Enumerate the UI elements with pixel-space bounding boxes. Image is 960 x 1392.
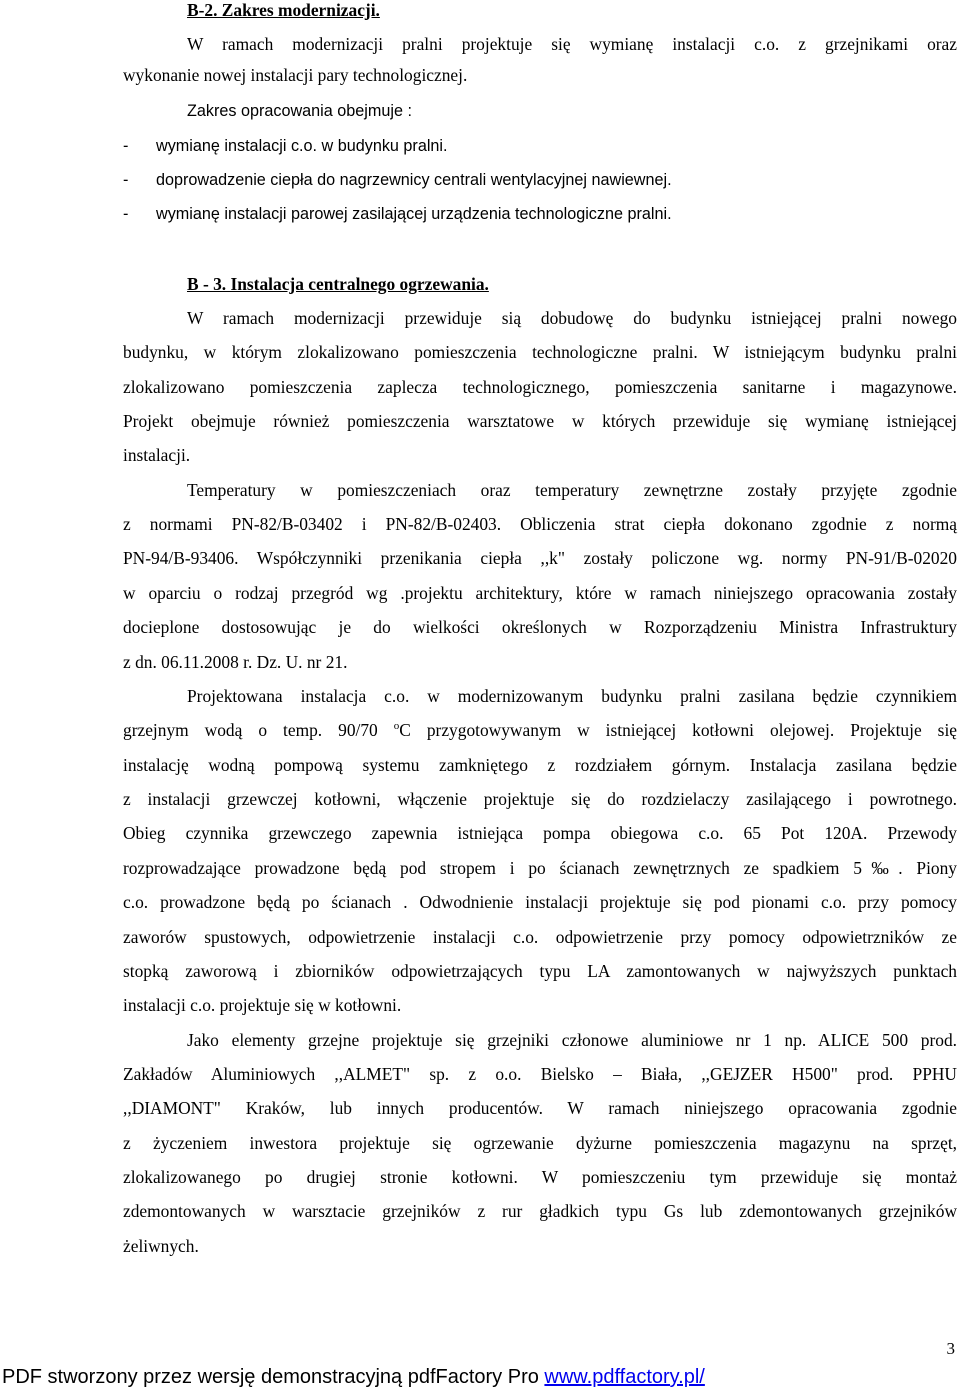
b3-para4-line: zlokalizowanego po drugiej stronie kotłowni. W pomieszczeniu tym przewiduje się montaż	[123, 1167, 957, 1187]
b3-para3-line: Obieg czynnika grzewczego zapewnia istniejąca pompa obiegowa c.o. 65 Pot 120A. Przewody	[123, 823, 957, 843]
b2-scope-intro: Zakres opracowania obejmuje :	[187, 102, 412, 120]
b3-para4-line: Zakładów Aluminiowych ,,ALMET" sp. z o.o. Bielsko – Biała, ,,GEJZER H500" prod. PPHU	[123, 1064, 957, 1084]
b3-para3-line: Projektowana instalacja c.o. w modernizowanym budynku pralni zasilana będzie czynnikiem	[187, 686, 957, 706]
b3-para2-line: z normami PN-82/B-03402 i PN-82/B-02403. Obliczenia strat ciepła dokonano zgodnie z normą	[123, 514, 957, 534]
b3-para3-line: z instalacji grzewczej kotłowni, włączenie projektuje się do rozdzielaczy zasilającego i powrotnego.	[123, 789, 957, 809]
b3-para2-line: PN-94/B-93406. Współczynniki przenikania ciepła ,,k" zostały policzone wg. normy PN-91/B-02020	[123, 548, 957, 568]
b3-para2-line: z dn. 06.11.2008 r. Dz. U. nr 21.	[123, 652, 348, 672]
b3-para3-line: rozprowadzające prowadzone będą pod stropem i po ścianach zewnętrznych ze spadkiem 5‰. Piony	[123, 858, 957, 878]
b3-para3-line: instalację wodną pompową systemu zamkniętego z rozdziałem górnym. Instalacja zasilana będzie	[123, 755, 957, 775]
b3-para4-line: Jako elementy grzejne projektuje się grzejniki członowe aluminiowe nr 1 np. ALICE 500 prod.	[187, 1030, 957, 1050]
b2-scope-item-text: wymianę instalacji parowej zasilającej urządzenia technologiczne pralni.	[156, 205, 672, 223]
b3-para4-line: ,,DIAMONT" Kraków, lub innych producentów. W ramach niniejszego opracowania zgodnie	[123, 1098, 957, 1118]
pdf-watermark-footer	[2, 1365, 705, 1389]
b3-para1-line: budynku, w którym zlokalizowano pomieszczenia technologiczne pralni. W istniejącym budynku pralni	[123, 342, 957, 362]
b3-para1-line: zlokalizowano pomieszczenia zaplecza technologicznego, pomieszczenia sanitarne i magazynowe.	[123, 377, 957, 397]
b2-para1-line: W ramach modernizacji pralni projektuje się wymianę instalacji c.o. z grzejnikami oraz	[187, 34, 957, 54]
list-dash: -	[123, 205, 129, 223]
b2-scope-item-text: doprowadzenie ciepła do nagrzewnicy centrali wentylacyjnej nawiewnej.	[156, 171, 672, 189]
b3-para1-line: Projekt obejmuje również pomieszczenia warsztatowe w których przewiduje się wymianę istniejącej	[123, 411, 957, 431]
section-b2-heading: B-2. Zakres modernizacji.	[187, 0, 380, 20]
b3-para2-line: w oparciu o rodzaj przegród wg .projektu architektury, które w ramach niniejszego opracowania zostały	[123, 583, 957, 603]
b2-scope-item-text: wymianę instalacji c.o. w budynku pralni.	[156, 137, 448, 155]
b3-para1-line: W ramach modernizacji przewiduje sią dobudowę do budynku istniejącej pralni nowego	[187, 308, 957, 328]
section-b3-heading: B - 3. Instalacja centralnego ogrzewania.	[187, 274, 489, 294]
b3-para2-line: docieplone dostosowując je do wielkości określonych w Rozporządzeniu Ministra Infrastruktury	[123, 617, 957, 637]
b3-para3-line: zaworów spustowych, odpowietrzenie instalacji c.o. odpowietrzenie przy pomocy odpowietrzników ze	[123, 927, 957, 947]
b3-para3-line-temp-a: grzejnym wodą o temp. 90/70	[123, 720, 394, 740]
b3-para2-line: Temperatury w pomieszczeniach oraz temperatury zewnętrzne zostały przyjęte zgodnie	[187, 480, 957, 500]
b3-para4-line: żeliwnych.	[123, 1236, 199, 1256]
b3-para4-line: zdemontowanych w warsztacie grzejników z rur gładkich typu Gs lub zdemontowanych grzejników	[123, 1201, 957, 1221]
page-number: 3	[946, 1339, 955, 1358]
list-dash: -	[123, 171, 129, 189]
b3-para3-line: instalacji c.o. projektuje się w kotłowni.	[123, 995, 402, 1015]
b2-para1-line: wykonanie nowej instalacji pary technologicznej.	[123, 65, 468, 85]
footer-link[interactable]: www.pdffactory.pl/	[544, 1366, 705, 1388]
b3-para3-line-temp-b: C przygotowywanym w istniejącej kotłowni olejowej. Projektuje się	[399, 720, 957, 740]
b3-para4-line: z życzeniem inwestora projektuje się ogrzewanie dyżurne pomieszczenia magazynu na sprzęt,	[123, 1133, 957, 1153]
footer-text: PDF stworzony przez wersję demonstracyjną pdfFactory Pro	[2, 1366, 545, 1388]
list-dash: -	[123, 137, 129, 155]
degree-sup: o	[393, 720, 400, 732]
b3-para3-line: stopką zaworową i zbiorników odpowietrzających typu LA zamontowanych w najwyższych punktach	[123, 961, 957, 981]
b3-para3-line-temp	[123, 719, 957, 741]
b3-para3-line: c.o. prowadzone będą po ścianach . Odwodnienie instalacji projektuje się pod pionami c.o. przy pomocy	[123, 892, 957, 912]
b3-para1-line: instalacji.	[123, 445, 191, 465]
